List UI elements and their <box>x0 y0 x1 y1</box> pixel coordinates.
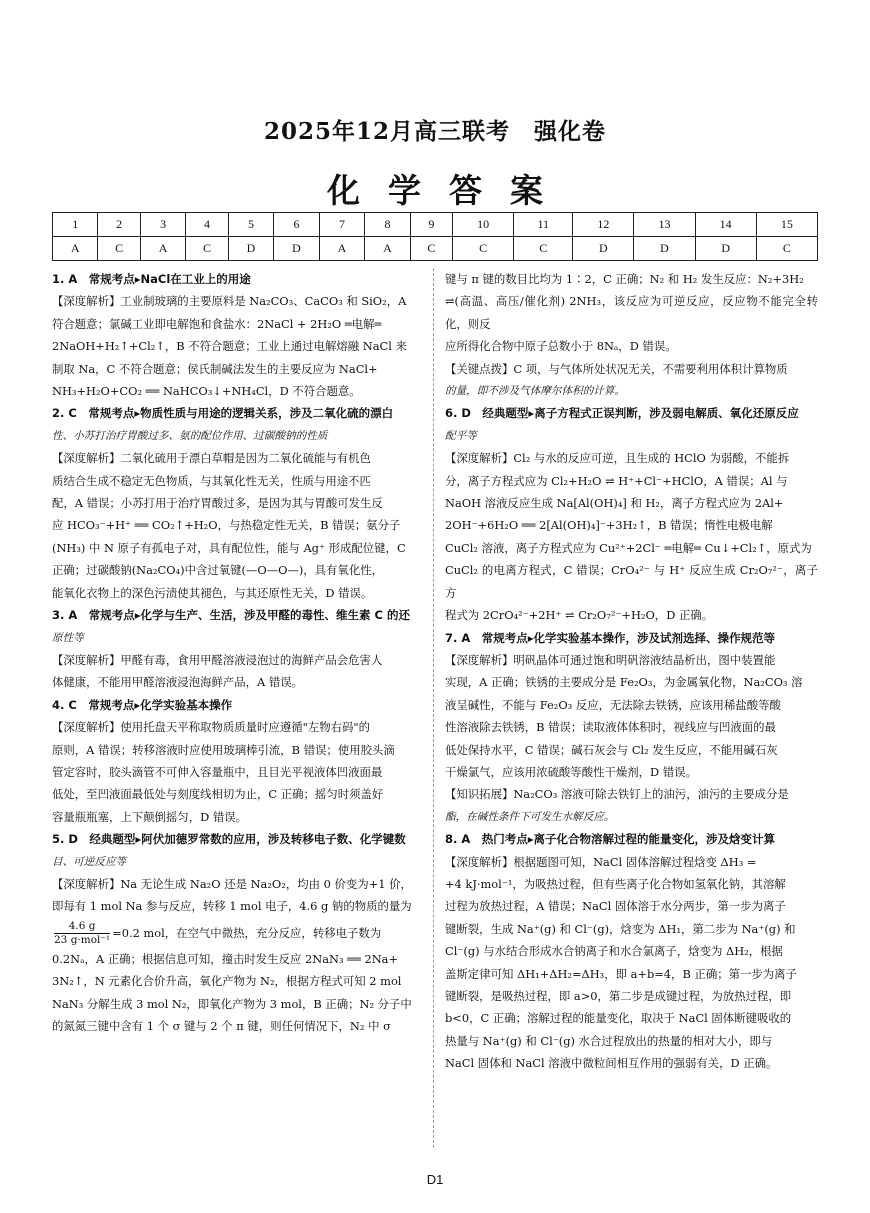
q5-heading: 5. D 经典题型▸阿伏加德罗常数的应用，涉及转移电子数、化学键数 <box>52 832 406 847</box>
text-line: +4 kJ·mol⁻¹，为吸热过程，但有些离子化合物如氢氧化钠，其溶解 <box>445 876 786 891</box>
answer-cell: C <box>453 237 514 261</box>
text-line: 【深度解析】Na 无论生成 Na₂O 还是 Na₂O₂，均由 0 价变为+1 价， <box>52 876 412 891</box>
text-line: NaCl 固体和 NaCl 溶液中微粒间相互作用的强弱有关，D 正确。 <box>445 1056 778 1071</box>
answer-cell: D <box>274 237 319 261</box>
column-divider <box>433 268 434 1148</box>
text-line: 酯，在碱性条件下可发生水解反应。 <box>445 810 615 823</box>
answer-cell: D <box>228 237 273 261</box>
question-number: 14 <box>695 213 756 237</box>
text-line: 配平等 <box>445 429 477 442</box>
text-line: 2NaOH+H₂↑+Cl₂↑，B 不符合题意；工业上通过电解熔融 NaCl 来 <box>52 339 407 354</box>
text-line: NH₃+H₂O+CO₂ ══ NaHCO₃↓+NH₄Cl，D 不符合题意。 <box>52 384 361 399</box>
q2-heading: 2. C 常规考点▸物质性质与用途的逻辑关系，涉及二氧化硫的漂白 <box>52 406 394 421</box>
question-number: 12 <box>573 213 634 237</box>
text-line: (NH₃) 中 N 原子有孤电子对，具有配位性，能与 Ag⁺ 形成配位键，C <box>52 540 406 555</box>
q3-heading: 3. A 常规考点▸化学与生产、生活，涉及甲醛的毒性、维生素 C 的还 <box>52 608 410 623</box>
text-line: 能氧化衣物上的深色污渍使其褪色，与其还原性无关，D 错误。 <box>52 585 373 600</box>
q7-heading: 7. A 常规考点▸化学实验基本操作，涉及试剂选择、操作规范等 <box>445 630 776 645</box>
page-subtitle: 化学答案 <box>327 171 571 210</box>
text-line: CuCl₂ 的电离方程式，C 错误；CrO₄²⁻ 与 H⁺ 反应生成 Cr₂O₇²⁻，离子方 <box>445 563 818 600</box>
q1-heading: 1. A 常规考点▸NaCl在工业上的用途 <box>52 272 251 286</box>
text-line: 键断裂，是吸热过程，即 a>0，第二步是成键过程，为放热过程，即 <box>445 989 792 1003</box>
text-line: 配，A 错误；小苏打用于治疗胃酸过多，是因为其与胃酸可发生反 <box>52 496 383 511</box>
page-title: 2025年12月高三联考 强化卷 <box>263 118 607 145</box>
answer-cell: D <box>573 237 634 261</box>
text-line: 管定容时，胶头滴管不可伸入容量瓶中，且目光平视液体凹液面最 <box>52 764 383 779</box>
text-line: 符合题意；氯碱工业即电解饱和食盐水：2NaCl + 2H₂O ═电解═ <box>52 316 382 331</box>
question-number: 6 <box>274 213 319 237</box>
text-line: 正确；过碳酸钠(Na₂CO₄)中含过氧键(—O—O—)，具有氧化性， <box>52 563 383 578</box>
question-number: 13 <box>634 213 695 237</box>
answer-cell: D <box>634 237 695 261</box>
text-line: 0.2Nₐ，A 正确；根据信息可知，撞击时发生反应 2NaN₃ ══ 2Na+ <box>52 951 399 966</box>
text-line: Cl⁻(g) 与水结合形成水合钠离子和水合氯离子，焓变为 ΔH₂，根据 <box>445 944 783 959</box>
text-line: 液呈碱性，不能与 Fe₂O₃ 反应，无法除去铁锈，应该用稀盐酸等酸 <box>445 697 781 712</box>
question-number: 9 <box>410 213 452 237</box>
text-line: 容量瓶瓶塞，上下颠倒摇匀，D 错误。 <box>52 809 248 824</box>
text-line: 目、可逆反应等 <box>52 855 127 868</box>
q6-heading: 6. D 经典题型▸离子方程式正误判断，涉及弱电解质、氧化还原反应 <box>445 406 799 421</box>
question-number: 7 <box>319 213 364 237</box>
fraction-numerator: 4.6 g <box>54 920 110 934</box>
text-line: 分，离子方程式应为 Cl₂+H₂O ⇌ H⁺+Cl⁻+HClO，A 错误；Al 与 <box>445 473 788 488</box>
fraction-denominator: 23 g·mol⁻¹ <box>54 934 111 947</box>
text-line: 【深度解析】明矾晶体可通过饱和明矾溶液结晶析出，图中装置能 <box>445 652 776 667</box>
key-point-line: 【关键点拨】C 项，与气体所处状况无关，不需要利用体积计算物质 <box>445 361 788 376</box>
text-line: 【深度解析】甲醛有毒，食用甲醛溶液浸泡过的海鲜产品会危害人 <box>52 652 383 667</box>
text-line: ⇌(高温、高压/催化剂) 2NH₃，该反应为可逆反应，反应物不能完全转化，则反 <box>445 294 818 331</box>
q4-heading: 4. C 常规考点▸化学实验基本操作 <box>52 697 233 712</box>
text-line: 原性等 <box>52 631 84 644</box>
text-line: 性、小苏打治疗胃酸过多、氨的配位作用、过碳酸钠的性质 <box>52 429 328 442</box>
text-line: 【深度解析】二氧化硫用于漂白草帽是因为二氧化硫能与有机色 <box>52 451 371 466</box>
text-line: 【深度解析】工业制玻璃的主要原料是 Na₂CO₃、CaCO₃ 和 SiO₂，A <box>52 294 407 309</box>
text-line: 盖斯定律可知 ΔH₁+ΔH₂=ΔH₃，即 a+b=4，B 正确；第一步为离子 <box>445 966 797 981</box>
question-number: 1 <box>53 213 98 237</box>
question-number: 4 <box>186 213 228 237</box>
answer-cell: C <box>756 237 817 261</box>
question-number: 10 <box>453 213 514 237</box>
text-line: 体健康，不能用甲醛溶液浸泡海鲜产品，A 错误。 <box>52 675 304 690</box>
text-line: 应所得化合物中原子总数小于 8Nₐ，D 错误。 <box>445 339 677 354</box>
text-line: NaN₃ 分解生成 3 mol N₂，即氧化产物为 3 mol，B 正确；N₂ 分子中 <box>52 996 412 1011</box>
question-number: 5 <box>228 213 273 237</box>
text-line: 性溶液除去铁锈，B 错误；读取液体体积时，视线应与凹液面的最 <box>445 720 776 735</box>
q8-heading: 8. A 热门考点▸离子化合物溶解过程的能量变化，涉及焓变计算 <box>445 832 776 847</box>
answer-cell: A <box>140 237 185 261</box>
text-line: =0.2 mol，在空气中微热，充分反应，转移电子数为 <box>112 925 382 940</box>
answer-cell: C <box>514 237 573 261</box>
text-line: 键断裂，生成 Na⁺(g) 和 Cl⁻(g)，焓变为 ΔH₁，第二步为 Na⁺(g) 和 <box>445 921 796 936</box>
knowledge-extension-line: 【知识拓展】Na₂CO₃ 溶液可除去铁钉上的油污，油污的主要成分是 <box>445 787 789 802</box>
left-column <box>52 268 423 1037</box>
text-line: 键与 π 键的数目比均为 1∶2，C 正确；N₂ 和 H₂ 发生反应：N₂+3H₂ <box>445 272 804 286</box>
text-line: 低处保持水平，C 错误；碱石灰会与 Cl₂ 发生反应，不能用碱石灰 <box>445 742 778 757</box>
text-line: 2OH⁻+6H₂O ══ 2[Al(OH)₄]⁻+3H₂↑，B 错误；惰性电极电解 <box>445 518 773 533</box>
fraction <box>54 920 110 947</box>
question-number: 8 <box>365 213 410 237</box>
text-line: 过程为放热过程，A 错误；NaCl 固体溶于水分两步，第一步为离子 <box>445 899 786 914</box>
answer-cell: A <box>53 237 98 261</box>
text-line: 的氮氮三键中含有 1 个 σ 键与 2 个 π 键，则任何情况下，N₂ 中 σ <box>52 1019 391 1033</box>
text-line: CuCl₂ 溶液，离子方程式应为 Cu²⁺+2Cl⁻ ═电解═ Cu↓+Cl₂↑，原式为 <box>445 540 812 555</box>
text-line: 【深度解析】根据题图可知，NaCl 固体溶解过程焓变 ΔH₃ = <box>445 854 757 869</box>
text-line: 【深度解析】Cl₂ 与水的反应可逆，且生成的 HClO 为弱酸，不能拆 <box>445 451 790 466</box>
text-line: 应 HCO₃⁻+H⁺ ══ CO₂↑+H₂O，与热稳定性无关，B 错误；氨分子 <box>52 518 401 533</box>
page-number: D1 <box>426 1172 444 1187</box>
text-line: 【深度解析】使用托盘天平称取物质质量时应遵循"左物右码"的 <box>52 720 371 735</box>
text-line: 干燥氯气，应该用浓硫酸等酸性干燥剂，D 错误。 <box>445 764 697 779</box>
text-line: 制取 Na，C 不符合题意；侯氏制碱法发生的主要反应为 NaCl+ <box>52 361 378 376</box>
text-line: 热量与 Na⁺(g) 和 Cl⁻(g) 水合过程放出的热量的相对大小，即与 <box>445 1033 773 1048</box>
answer-cell: D <box>695 237 756 261</box>
text-line: 低处，至凹液面最低处与刻度线相切为止，C 正确；摇匀时须盖好 <box>52 787 384 802</box>
text-line: b<0，C 正确；溶解过程的能量变化，取决于 NaCl 固体断键吸收的 <box>445 1011 792 1026</box>
question-number: 3 <box>140 213 185 237</box>
answer-cell: A <box>365 237 410 261</box>
text-line: 程式为 2CrO₄²⁻+2H⁺ ⇌ Cr₂O₇²⁻+H₂O，D 正确。 <box>445 608 714 623</box>
answer-table-answer-row <box>53 237 818 261</box>
text-line: 的量，即不涉及气体摩尔体积的计算。 <box>445 385 626 398</box>
answer-table <box>52 212 818 261</box>
text-line: 3N₂↑，N 元素化合价升高，氧化产物为 N₂，根据方程式可知 2 mol <box>52 974 402 989</box>
text-line: 原则，A 错误；转移溶液时应使用玻璃棒引流，B 错误；使用胶头滴 <box>52 742 395 757</box>
right-column <box>445 268 818 1075</box>
answer-table-number-row <box>53 213 818 237</box>
question-number: 2 <box>98 213 140 237</box>
answer-cell: C <box>98 237 140 261</box>
answer-cell: A <box>319 237 364 261</box>
text-line: 实现，A 正确；铁锈的主要成分是 Fe₂O₃，为金属氧化物，Na₂CO₃ 溶 <box>445 675 803 690</box>
text-line: 即每有 1 mol Na 参与反应，转移 1 mol 电子，4.6 g 钠的物质的量为 <box>52 899 412 914</box>
question-number: 11 <box>514 213 573 237</box>
fraction-line <box>52 918 423 948</box>
answer-cell: C <box>186 237 228 261</box>
text-line: NaOH 溶液反应生成 Na[Al(OH)₄] 和 H₂，离子方程式应为 2Al+ <box>445 496 784 511</box>
text-line: 质结合生成不稳定无色物质，与其氧化性无关，性质与用途不匹 <box>52 473 371 488</box>
answer-cell: C <box>410 237 452 261</box>
question-number: 15 <box>756 213 817 237</box>
